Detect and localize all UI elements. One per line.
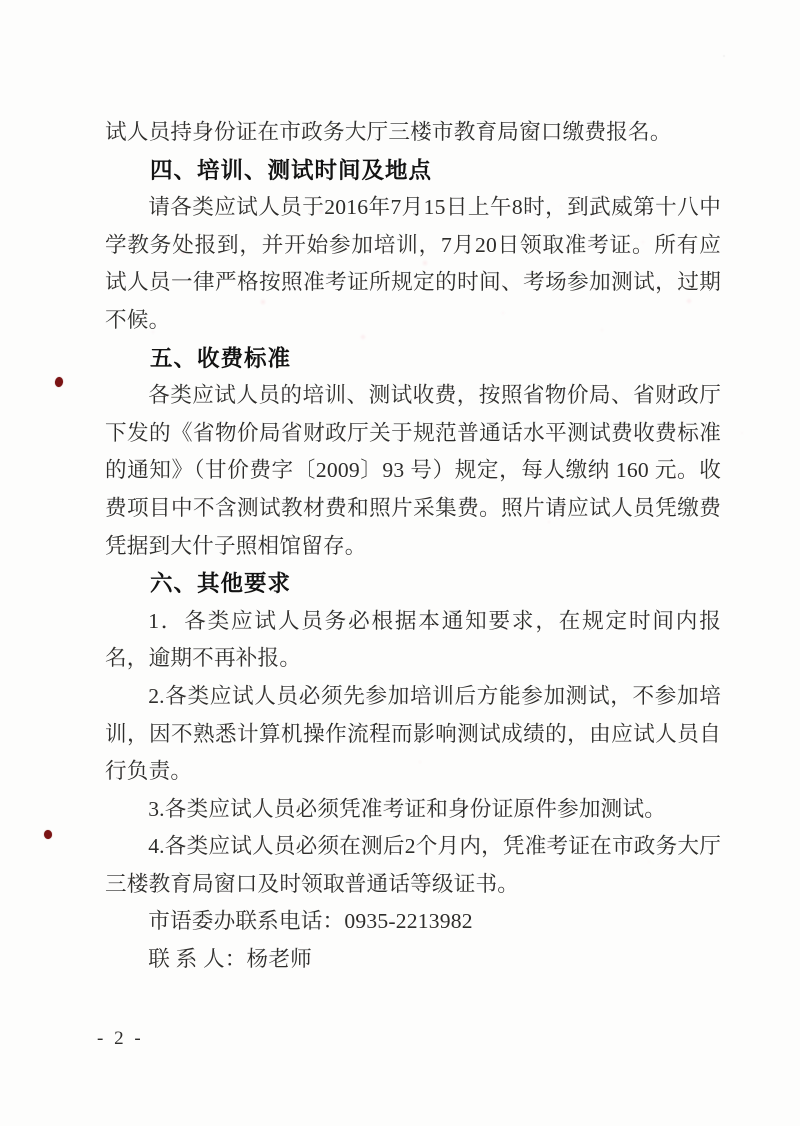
- paragraph: 3.各类应试人员必须凭准考证和身份证原件参加测试。: [148, 796, 667, 821]
- red-ink-dot: [44, 830, 53, 840]
- paragraph: 联 系 人：杨老师: [148, 947, 312, 972]
- section-heading: 六、其他要求: [150, 571, 292, 597]
- page-number: - 2 -: [97, 1028, 144, 1049]
- section-heading: 五、收费标准: [150, 345, 292, 371]
- paragraph: 各类应试人员的培训、测试收费，按照省物价局、省财政厅下发的《省物价局省财政厅关于规范普通话水平测试费收费标准的通知》（甘价费字〔2009〕93 号）规定，每人缴纳 160 元。收费项目中不含测试教材费和照片采集费。照片请应试人员凭缴费凭据到大什子照相馆留存。: [105, 383, 721, 558]
- document-body: [105, 114, 721, 979]
- scan-noise-speckles: [0, 0, 2, 2]
- paragraph: 2.各类应试人员必须先参加培训后方能参加测试，不参加培训，因不熟悉计算机操作流程而影响测试成绩的，由应试人员自行负责。: [105, 683, 721, 784]
- red-ink-dot: [54, 376, 63, 387]
- paragraph-continuation: 试人员持身份证在市政务大厅三楼市教育局窗口缴费报名。: [105, 120, 672, 144]
- paragraph: 市语委办联系电话：0935-2213982: [148, 909, 473, 934]
- paragraph: 请各类应试人员于2016年7月15日上午8时，到武威第十八中学教务处报到，并开始参加培训，7月20日领取准考证。所有应试人员一律严格按照准考证所规定的时间、考场参加测试，过期不候。: [105, 195, 721, 332]
- section-heading: 四、培训、测试时间及地点: [150, 157, 433, 183]
- paragraph: 1．各类应试人员务必根据本通知要求，在规定时间内报名，逾期不再补报。: [105, 608, 721, 671]
- paragraph: 4.各类应试人员必须在测后2个月内，凭准考证在市政务大厅三楼教育局窗口及时领取普通话等级证书。: [105, 834, 721, 896]
